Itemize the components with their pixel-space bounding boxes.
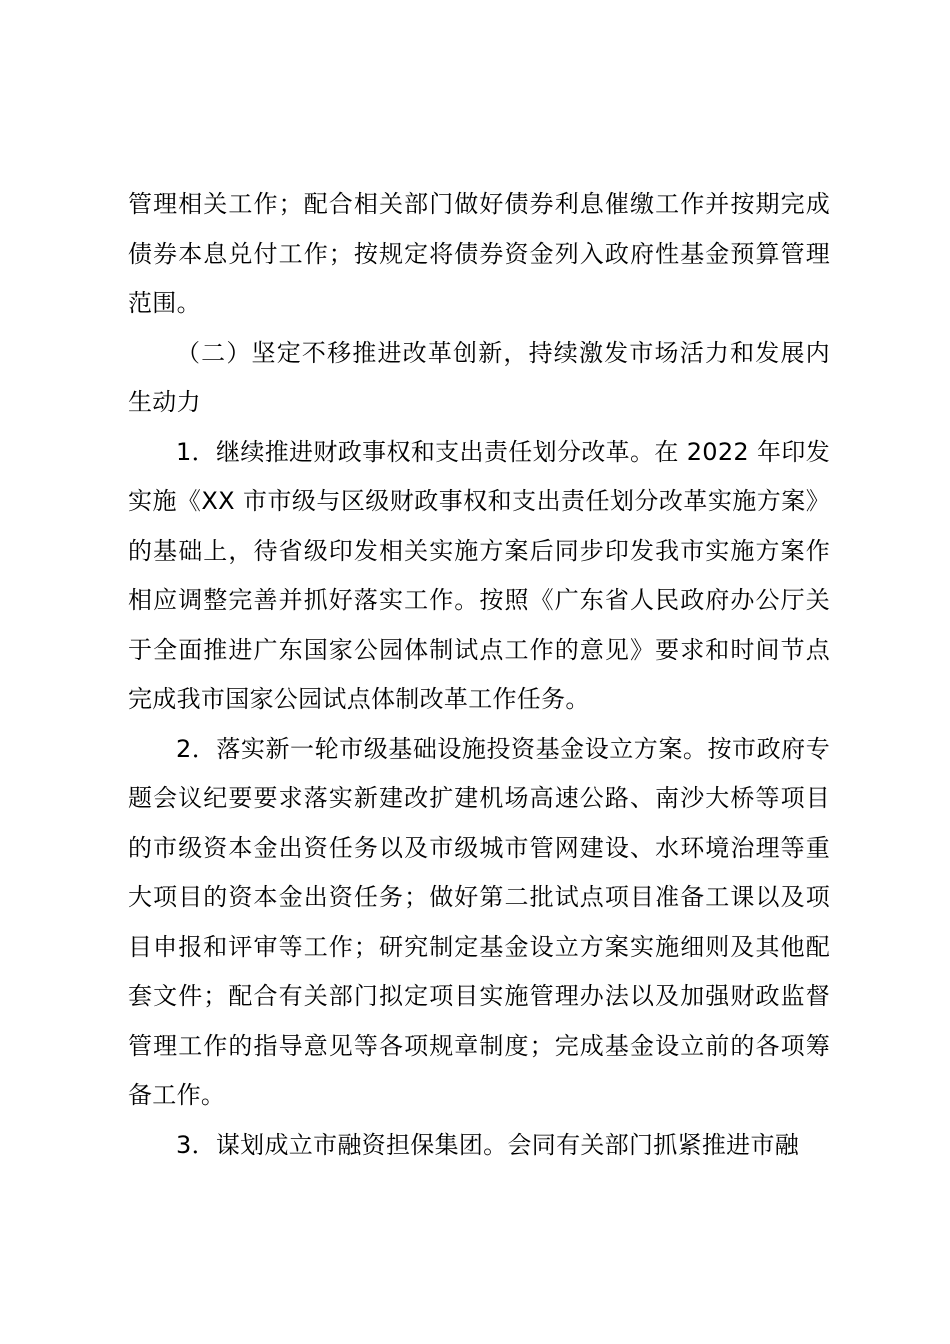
paragraph-continuation: 管理相关工作；配合相关部门做好债券利息催缴工作并按期完成债券本息兑付工作；按规定将债券资金列入政府性基金预算管理范围。: [128, 190, 830, 317]
section-heading: （二）坚定不移推进改革创新，持续激发市场活力和发展内生动力: [128, 338, 830, 416]
paragraph-item-1: 1．继续推进财政事权和支出责任划分改革。在 2022 年印发实施《XX 市市级与区级财政事权和支出责任划分改革实施方案》的基础上，待省级印发相关实施方案后同步印发我市实施方案作相应调整完善并抓好落实工作。按照《广东省人民政府办公厅关于全面推进广东国家公园体制试点工作的意见》要求和时间节点完成我市国家公园试点体制改革工作任务。: [128, 437, 830, 713]
document-body: [128, 180, 830, 1170]
paragraph-item-3: 3．谋划成立市融资担保集团。会同有关部门抓紧推进市融: [176, 1130, 800, 1159]
paragraph-item-2: 2．落实新一轮市级基础设施投资基金设立方案。按市政府专题会议纪要要求落实新建改扩建机场高速公路、南沙大桥等项目的市级资本金出资任务以及市级城市管网建设、水环境治理等重大项目的资本金出资任务；做好第二批试点项目准备工课以及项目申报和评审等工作；研究制定基金设立方案实施细则及其他配套文件；配合有关部门拟定项目实施管理办法以及加强财政监督管理工作的指导意见等各项规章制度；完成基金设立前的各项筹备工作。: [128, 734, 830, 1109]
